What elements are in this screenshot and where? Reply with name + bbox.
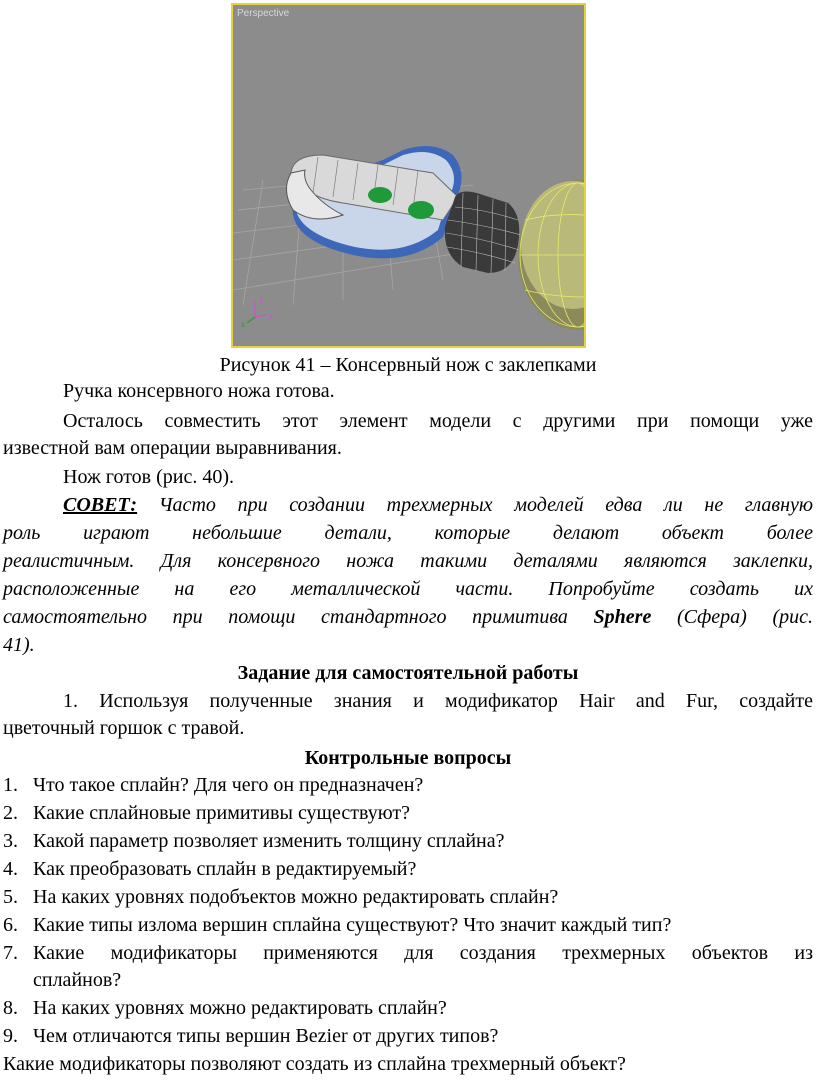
svg-text:x: x bbox=[241, 320, 245, 329]
paragraph-2-line-2: известной вам операции выравнивания. bbox=[3, 437, 342, 459]
tip-line-4: расположенные на его металлической части. Попробуйте создать их bbox=[3, 578, 813, 600]
question-text: Какие типы излома вершин сплайна существуют? Что значит каждый тип? bbox=[33, 914, 672, 936]
question-text: Чем отличаются типы вершин Bezier от других типов? bbox=[33, 1025, 499, 1047]
tip-line-1 bbox=[63, 492, 813, 518]
task-heading: Задание для самостоятельной работы bbox=[237, 662, 579, 684]
paragraph-3: Нож готов (рис. 40). bbox=[63, 466, 235, 488]
tip-line-5 bbox=[3, 604, 813, 630]
question-number: 2. bbox=[3, 802, 18, 824]
questions-heading: Контрольные вопросы bbox=[304, 747, 512, 769]
paragraph-2-line-1: Осталось совместить этот элемент модели с другими при помощи уже bbox=[63, 410, 813, 432]
question-number: 5. bbox=[3, 886, 18, 908]
tip-line-6: 41). bbox=[3, 634, 35, 656]
svg-text:y: y bbox=[269, 311, 273, 320]
question-number: 8. bbox=[3, 997, 18, 1019]
question-text: Что такое сплайн? Для чего он предназначен? bbox=[33, 774, 424, 796]
question-text: Какие модификаторы применяются для создания трехмерных объектов из bbox=[33, 942, 813, 964]
question-text: На каких уровнях подобъектов можно редактировать сплайн? bbox=[33, 886, 559, 908]
can-opener-render bbox=[233, 5, 584, 346]
perspective-viewport bbox=[231, 3, 586, 348]
task-line-1: 1. Используя полученные знания и модификатор Hair and Fur, создайте bbox=[63, 690, 813, 712]
tip-label: СОВЕТ: bbox=[63, 494, 138, 516]
question-text-continued: сплайнов? bbox=[33, 969, 122, 991]
question-text: Как преобразовать сплайн в редактируемый? bbox=[33, 858, 417, 880]
tip-line-2: роль играют небольшие детали, которые делают объект более bbox=[3, 522, 813, 544]
question-text: На каких уровнях можно редактировать сплайн? bbox=[33, 997, 447, 1019]
figure-caption: Рисунок 41 – Консервный нож с заклепками bbox=[219, 354, 597, 376]
tip-text-5b: (Сфера) (рис. bbox=[651, 606, 813, 628]
task-line-2: цветочный горшок с травой. bbox=[3, 717, 245, 739]
last-question: Какие модификаторы позволяют создать из сплайна трехмерный объект? bbox=[3, 1053, 626, 1075]
question-number: 1. bbox=[3, 774, 18, 796]
question-number: 9. bbox=[3, 1025, 18, 1047]
paragraph-1: Ручка консервного ножа готова. bbox=[63, 380, 335, 402]
svg-text:z: z bbox=[259, 296, 263, 305]
viewport-label: Perspective bbox=[237, 8, 290, 19]
question-number: 6. bbox=[3, 914, 18, 936]
question-text: Какие сплайновые примитивы существуют? bbox=[33, 802, 411, 824]
question-number: 7. bbox=[3, 942, 18, 964]
tip-text-1: Часто при создании трехмерных моделей едва ли не главную bbox=[137, 494, 813, 516]
question-number: 3. bbox=[3, 830, 18, 852]
question-text: Какой параметр позволяет изменить толщину сплайна? bbox=[33, 830, 505, 852]
tip-text-5a: самостоятельно при помощи стандартного примитива bbox=[3, 606, 594, 628]
sphere-term: Sphere bbox=[593, 606, 652, 628]
tip-line-3: реалистичным. Для консервного ножа такими деталями являются заклепки, bbox=[3, 550, 813, 572]
question-number: 4. bbox=[3, 858, 18, 880]
